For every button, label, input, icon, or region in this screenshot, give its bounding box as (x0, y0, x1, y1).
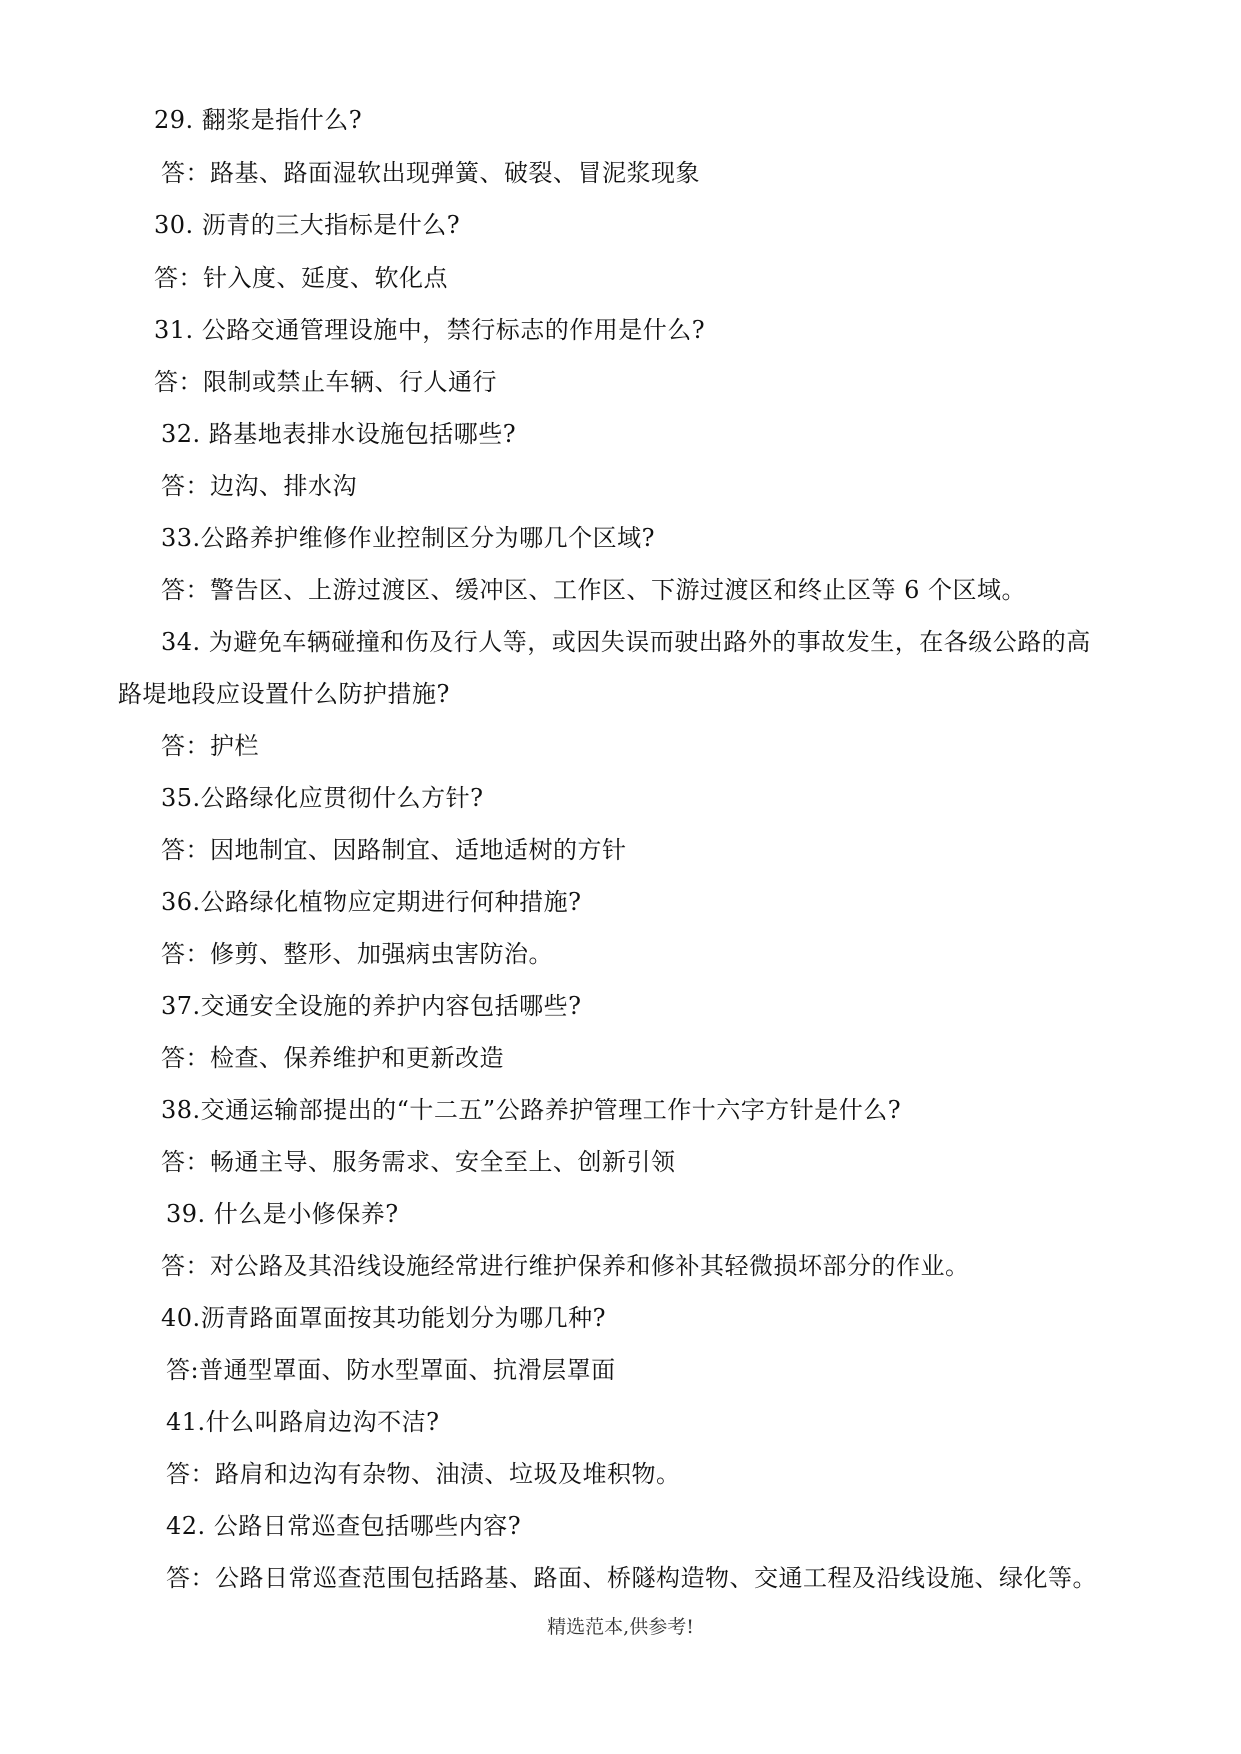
answer-38: 答：畅通主导、服务需求、安全至上、创新引领 (161, 1148, 676, 1176)
question-35: 35.公路绿化应贯彻什么方针? (161, 784, 484, 812)
answer-29: 答：路基、路面湿软出现弹簧、破裂、冒泥浆现象 (161, 159, 700, 187)
question-41: 41.什么叫路肩边沟不洁? (166, 1408, 440, 1436)
answer-34: 答：护栏 (161, 732, 259, 760)
answer-41: 答：路肩和边沟有杂物、油渍、垃圾及堆积物。 (166, 1460, 681, 1488)
question-31: 31. 公路交通管理设施中，禁行标志的作用是什么? (154, 316, 706, 344)
question-38: 38.交通运输部提出的“十二五”公路养护管理工作十六字方针是什么? (161, 1096, 902, 1124)
answer-35: 答：因地制宜、因路制宜、适地适树的方针 (161, 836, 627, 864)
answer-37: 答：检查、保养维护和更新改造 (161, 1044, 504, 1072)
question-40: 40.沥青路面罩面按其功能划分为哪几种? (161, 1304, 607, 1332)
answer-31: 答：限制或禁止车辆、行人通行 (154, 368, 497, 396)
answer-30: 答：针入度、延度、软化点 (154, 264, 448, 292)
answer-40: 答:普通型罩面、防水型罩面、抗滑层罩面 (166, 1356, 616, 1384)
answer-39: 答：对公路及其沿线设施经常进行维护保养和修补其轻微损坏部分的作业。 (161, 1252, 970, 1280)
page-footer: 精选范本,供参考! (547, 1616, 694, 1638)
answer-42: 答：公路日常巡查范围包括路基、路面、桥隧构造物、交通工程及沿线设施、绿化等。 (166, 1564, 1097, 1592)
answer-32: 答：边沟、排水沟 (161, 472, 357, 500)
question-42: 42. 公路日常巡查包括哪些内容? (166, 1512, 522, 1540)
question-39: 39. 什么是小修保养? (166, 1200, 399, 1228)
question-32: 32. 路基地表排水设施包括哪些? (161, 420, 517, 448)
question-30: 30. 沥青的三大指标是什么? (154, 211, 461, 239)
answer-33: 答：警告区、上游过渡区、缓冲区、工作区、下游过渡区和终止区等 6 个区域。 (161, 576, 1027, 604)
question-34-line-2: 路堤地段应设置什么防护措施? (118, 680, 450, 708)
question-36: 36.公路绿化植物应定期进行何种措施? (161, 888, 582, 916)
question-33: 33.公路养护维修作业控制区分为哪几个区域? (161, 524, 656, 552)
question-34-line-1: 34. 为避免车辆碰撞和伤及行人等，或因失误而驶出路外的事故发生，在各级公路的高 (161, 628, 1091, 656)
question-37: 37.交通安全设施的养护内容包括哪些? (161, 992, 582, 1020)
question-29: 29. 翻浆是指什么? (154, 106, 363, 134)
answer-36: 答：修剪、整形、加强病虫害防治。 (161, 940, 553, 968)
